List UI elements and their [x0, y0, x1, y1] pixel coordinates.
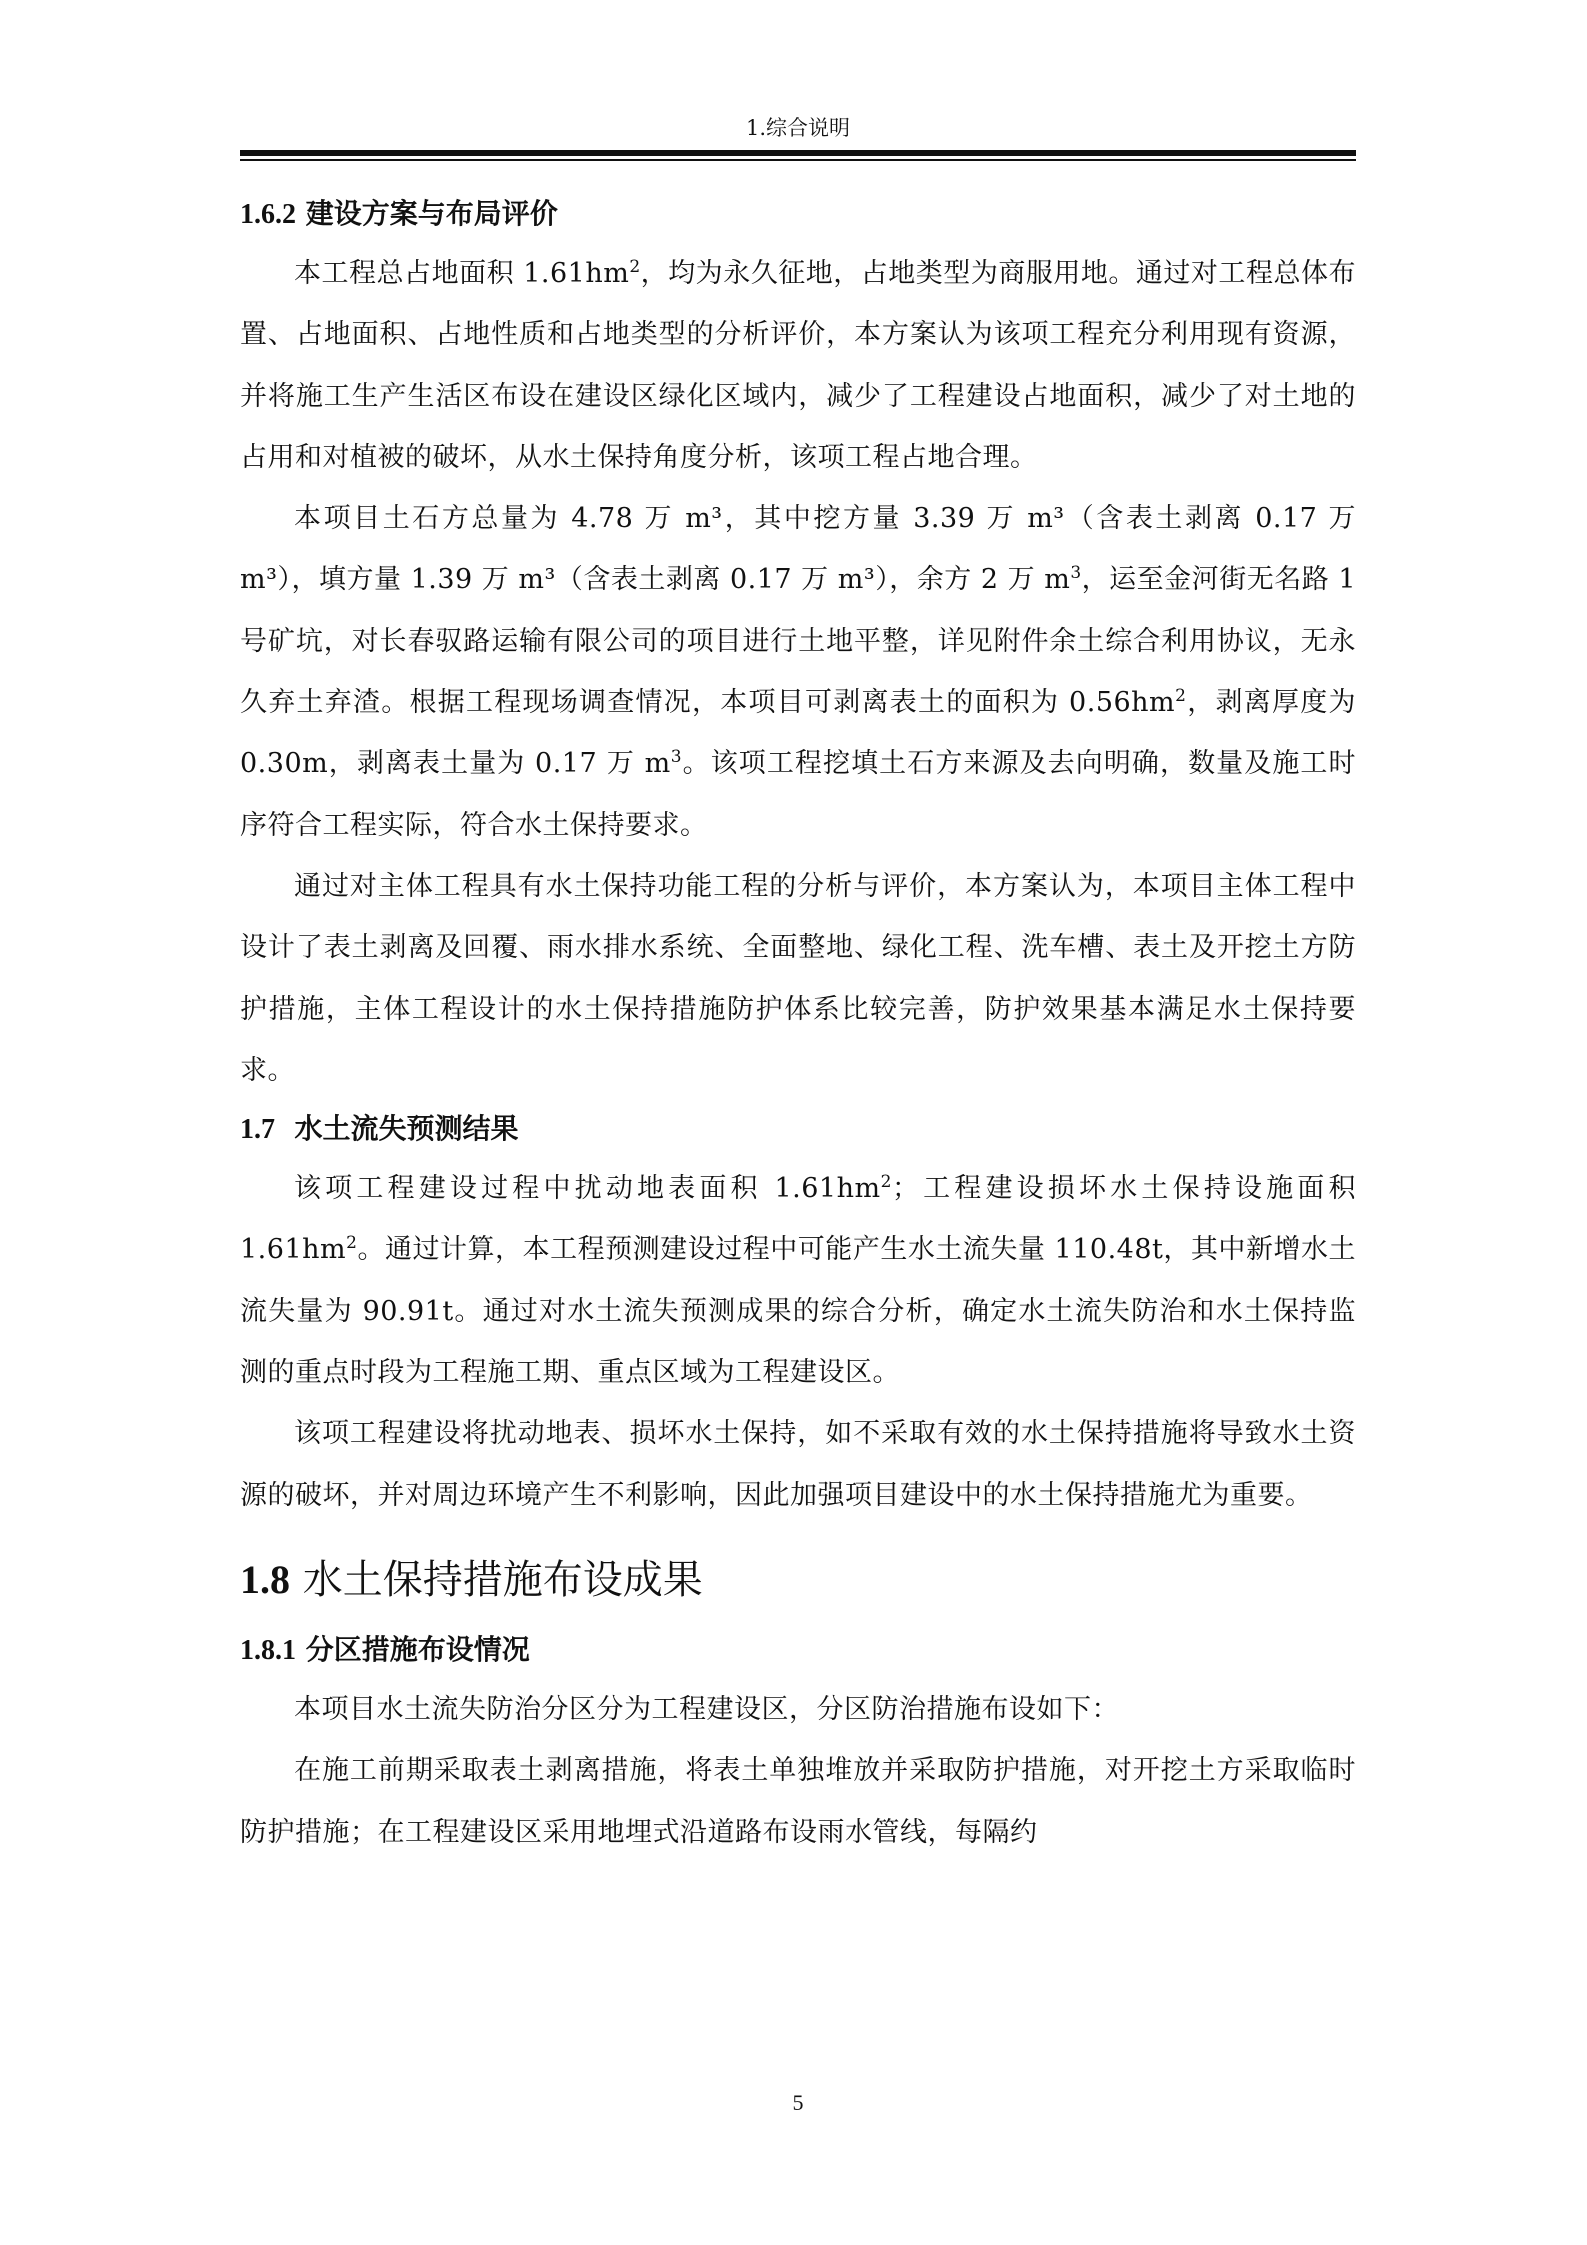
header-rule-thick [240, 150, 1356, 156]
paragraph: 在施工前期采取表土剥离措施，将表土单独堆放并采取防护措施，对开挖土方采取临时防护措施；在工程建设区采用地埋式沿道路布设雨水管线，每隔约 [240, 1755, 1356, 1848]
paragraph: 本项目水土流失防治分区分为工程建设区，分区防治措施布设如下： [294, 1693, 1119, 1725]
paragraph: 该项工程建设过程中扰动地表面积 $1.61hm^2$；工程建设损坏水土保持设施面积 $1.61hm^2$。通过计算，本工程预测建设过程中可能产生水土流失量 110.48t，其中新增水土流失量为 90.91t。通过对水土流失预测成果的综合分析，确定水土流失防治和水土保持监测的重点时段为工程施工期、重点区域为工程建设区。 [240, 1172, 1356, 1389]
paragraph: 本工程总占地面积 $1.61hm^2$，均为永久征地，占地类型为商服用地。通过对工程总体布置、占地面积、占地性质和占地类型的分析评价，本方案认为该项工程充分利用现有资源，并将施工生产生活区布设在建设区绿化区域内，减少了工程建设占地面积，减少了对土地的占用和对植被的破坏，从水土保持角度分析，该项工程占地合理。 [240, 257, 1356, 473]
document-body [240, 186, 1356, 1863]
page-number: 5 [792, 2090, 804, 2115]
section-heading-1-7 [240, 1101, 1356, 1158]
running-header: 1.综合说明 [745, 116, 851, 140]
header-rule-thin [240, 159, 1356, 161]
paragraph: 通过对主体工程具有水土保持功能工程的分析与评价，本方案认为，本项目主体工程中设计了表土剥离及回覆、雨水排水系统、全面整地、绿化工程、洗车槽、表土及开挖土方防护措施，主体工程设计的水土保持措施防护体系比较完善，防护效果基本满足水土保持要求。 [240, 870, 1356, 1086]
section-number: 1.6.2 [240, 199, 296, 230]
section-number: 1.7 [240, 1114, 275, 1146]
paragraph: 本项目土石方总量为 4.78 万 m³，其中挖方量 3.39 万 m³（含表土剥离 0.17 万 m³），填方量 1.39 万 m³（含表土剥离 0.17 万 m³），余方 2 万 $m^3$，运至金河街无名路 1 号矿坑，对长春驭路运输有限公司的项目进行土地平整，详见附件余土综合利用协议，无永久弃土弃渣。根据工程现场调查情况，本项目可剥离表土的面积为 $0.56hm^2$，剥离厚度为 0.30m，剥离表土量为 0.17 万 $m^3$。该项工程挖填土石方来源及去向明确，数量及施工时序符合工程实际，符合水土保持要求。 [240, 503, 1357, 841]
section-heading-1-8-1 [240, 1622, 1356, 1679]
section-number: 1.8 [240, 1556, 290, 1602]
section-title: 分区措施布设情况 [305, 1632, 530, 1666]
section-title: 建设方案与布局评价 [305, 197, 558, 230]
section-title: 水土流失预测结果 [294, 1112, 519, 1146]
section-heading-1-6-2 [240, 186, 1356, 243]
section-number: 1.8.1 [240, 1634, 296, 1666]
paragraph: 该项工程建设将扰动地表、损坏水土保持，如不采取有效的水土保持措施将导致水土资源的破坏，并对周边环境产生不利影响，因此加强项目建设中的水土保持措施尤为重要。 [240, 1418, 1356, 1511]
chapter-heading-1-8 [240, 1542, 1356, 1618]
section-title: 水土保持措施布设成果 [302, 1556, 703, 1603]
